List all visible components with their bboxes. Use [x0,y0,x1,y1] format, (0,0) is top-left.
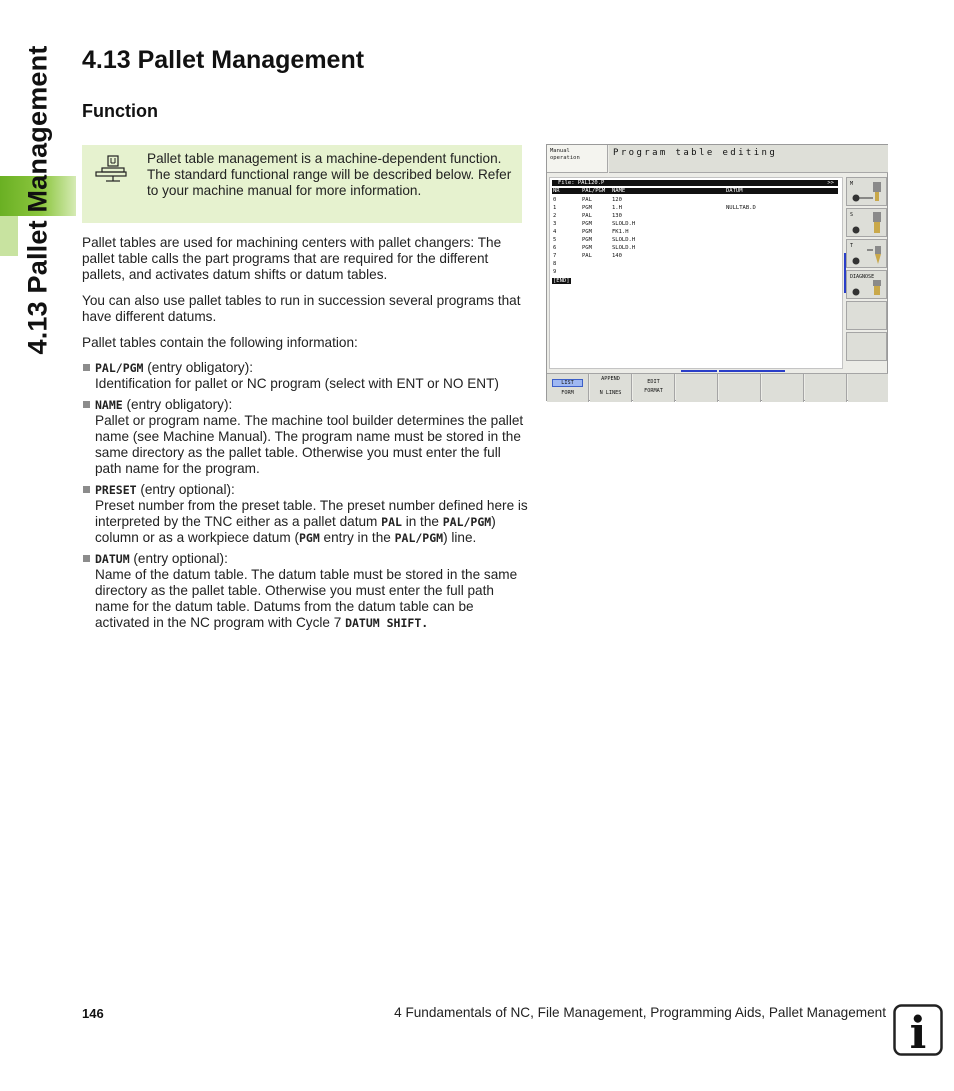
softkey-indicator [719,370,785,372]
info-list [82,360,530,636]
chapter-title: 4 Fundamentals of NC, File Management, Programming Aids, Pallet Management [394,1005,886,1020]
softkey-empty[interactable] [846,332,887,361]
bullet-square [83,486,90,493]
spindle-icon [847,178,888,207]
softkey-list-form[interactable]: LIST FORM [547,374,589,402]
softkey-empty[interactable] [846,301,887,330]
note-text: Pallet table management is a machine-dependent function. The standard functional range will be described below. Refer to your machine manual for more information. [147,151,512,198]
softkey-empty[interactable] [848,374,888,402]
pallet-table [549,177,843,369]
table-row[interactable]: 8 [553,261,557,267]
softkey-empty[interactable] [762,374,804,402]
info-glyph: i [909,1008,927,1056]
note-box [82,145,522,223]
table-row[interactable]: 2 PAL 130 [553,213,622,219]
table-row[interactable]: 4 PGM FK1.H [553,229,629,235]
softkey-empty[interactable] [805,374,847,402]
list-item-pal-pgm: PAL/PGM (entry obligatory): Identification for pallet or NC program (select with ENT or NO ENT) [82,360,530,392]
table-row[interactable]: 0 PAL 120 [553,197,622,203]
section-title: 4.13 Pallet Management [82,46,365,74]
softkey-empty[interactable] [719,374,761,402]
operating-mode: Manual operation [547,145,608,173]
paragraph-information: Pallet tables contain the following information: [82,335,358,350]
table-header: NR PAL/PGM NAME DATUM [552,188,838,194]
bullet-square [83,364,90,371]
bullet-square [83,555,90,562]
side-tab-label: 4.13 Pallet Management [22,45,53,355]
screen-title: Program table editing [609,145,888,173]
softkey-s[interactable]: S [846,208,887,237]
table-row[interactable]: 7 PAL 140 [553,253,622,259]
paragraph-succession: You can also use pallet tables to run in succession several programs that have different datums. [82,293,521,324]
file-bar: File: PAL120.P >> [552,180,838,186]
end-marker: [END] [553,278,570,284]
list-item-name: NAME (entry obligatory): Pallet or program name. The machine tool builder determines the pallet name (see Machine Manual). The program name must be stored in the same directory as the pallet table. Otherwise you must enter the full path name for the program. [82,397,530,477]
softkey-t[interactable]: T [846,239,887,268]
spindle-speed-icon [847,209,888,238]
table-row[interactable]: 5 PGM SLOLD.H [553,237,636,243]
cnc-screen [546,144,888,401]
vertical-softkeys [845,177,888,372]
bullet-square [83,401,90,408]
softkey-m[interactable]: M [846,177,887,206]
page-number: 146 [82,1006,104,1021]
paragraph-pallet-tables: Pallet tables are used for machining centers with pallet changers: The pallet table calls the part programs that are required for the different pallets, and activates datum shifts or datum tables. [82,235,502,282]
softkey-edit-format[interactable]: EDIT FORMAT [633,374,675,402]
softkey-append-n-lines[interactable]: APPEND N LINES [590,374,632,402]
softkey-empty[interactable] [676,374,718,402]
list-item-preset: PRESET (entry optional): Preset number from the preset table. The preset number defined here is interpreted by the TNC either as a pallet datum PAL in the PAL/PGM) column or as a workpiece datum (PGM entry in the PAL/PGM) line. [82,482,530,546]
table-row[interactable]: 3 PGM SLOLD.H [553,221,636,227]
table-row[interactable]: 1 PGM 1.H NULLTAB.D [553,205,756,211]
section-subtitle: Function [82,101,158,121]
softkey-indicator [681,370,717,372]
list-item-datum: DATUM (entry optional): Name of the datum table. The datum table must be stored in the same directory as the pallet table. Otherwise you must enter the full path name for the datum table. Datums from the datum table can be activated in the NC program with Cycle 7 DATUM SHIFT. [82,551,530,631]
info-icon [893,1004,943,1056]
section-side-tab [0,0,76,1091]
table-row[interactable]: 6 PGM SLOLD.H [553,245,636,251]
softkey-diagnose[interactable]: DIAGNOSE [846,270,887,299]
horizontal-softkeys [547,373,888,401]
table-row[interactable]: 9 [553,269,557,275]
machine-tool-icon [92,153,128,183]
tool-icon [847,240,888,269]
